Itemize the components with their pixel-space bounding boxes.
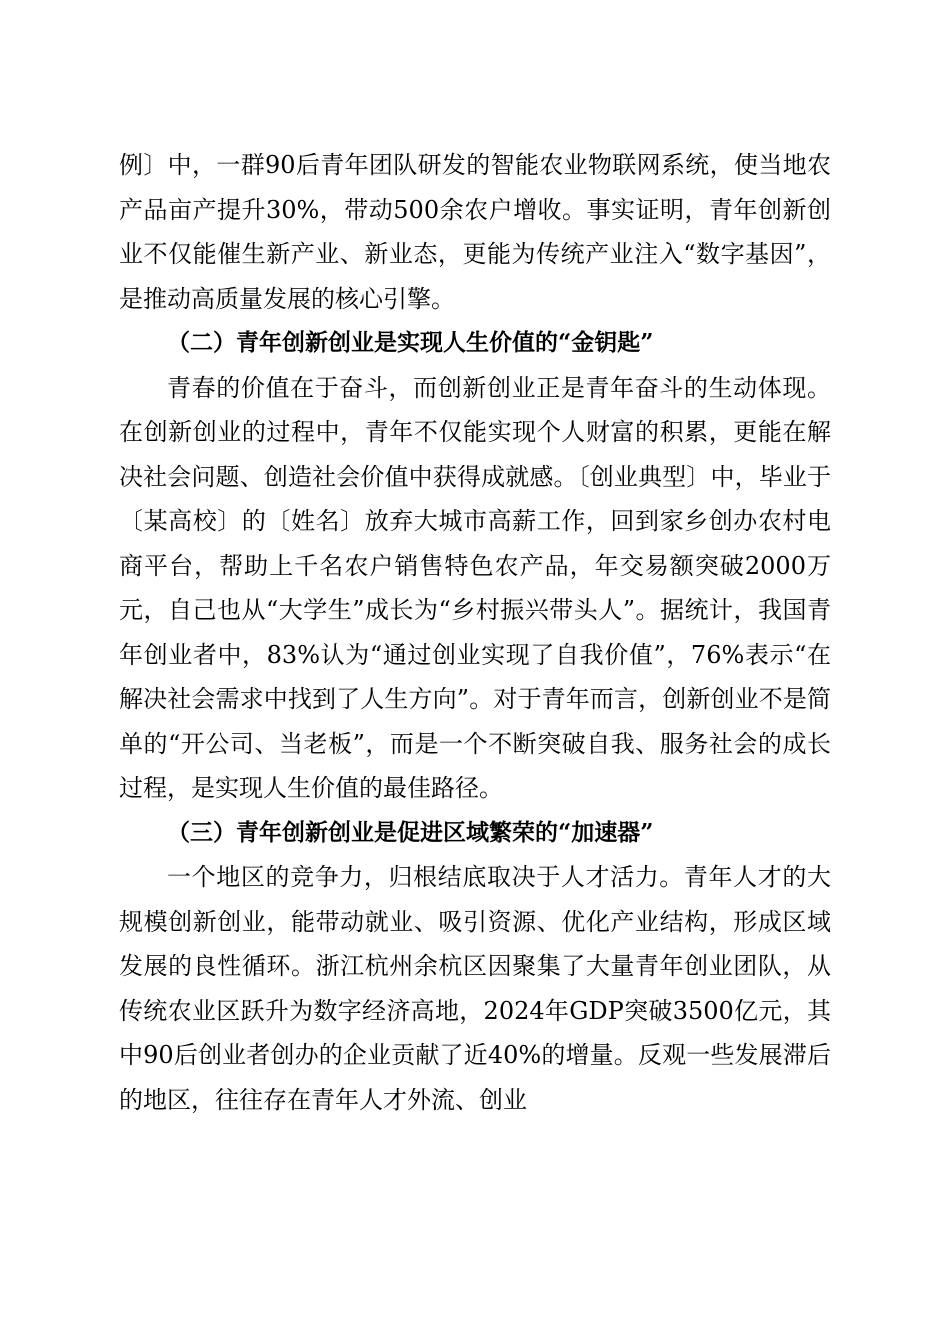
section-heading-three: （三）青年创新创业是促进区域繁荣的“加速器” [167,818,654,846]
paragraph-life-value: 青春的价值在于奋斗，而创新创业正是青年奋斗的生动体现。在创新创业的过程中，青年不仅能实现个人财富的积累，更能在解决社会问题、创造社会价值中获得成就感。〔创业典型〕中，毕业于〔某高校〕的〔姓名〕放弃大城市高薪工作，回到家乡创办农村电商平台，帮助上千名农户销售特色农产品，年交易额突破2000万元，自己也从“大学生”成长为“乡村振兴带头人”。据统计，我国青年创业者中，83%认为“通过创业实现了自我价值”，76%表示“在解决社会需求中找到了人生方向”。对于青年而言，创新创业不是简单的“开公司、当老板”，而是一个不断突破自我、服务社会的成长过程，是实现人生价值的最佳路径。 [119,373,831,802]
document-body [119,143,831,1122]
section-heading-two: （二）青年创新创业是实现人生价值的“金钥匙” [167,329,654,356]
paragraph-regional-prosperity: 一个地区的竞争力，归根结底取决于人才活力。青年人才的大规模创新创业，能带动就业、吸引资源、优化产业结构，形成区域发展的良性循环。浙江杭州余杭区因聚集了大量青年创业团队，从传统农业区跃升为数字经济高地，2024年GDP突破3500亿元，其中90后创业者创办的企业贡献了近40%的增量。反观一些发展滞后的地区，往往存在青年人才外流、创业 [119,863,831,1114]
paragraph-continued-example: 例〕中，一群90后青年团队研发的智能农业物联网系统，使当地农产品亩产提升30%，带动500余农户增收。事实证明，青年创新创业不仅能催生新产业、新业态，更能为传统产业注入“数字基因”，是推动高质量发展的核心引擎。 [119,151,831,313]
